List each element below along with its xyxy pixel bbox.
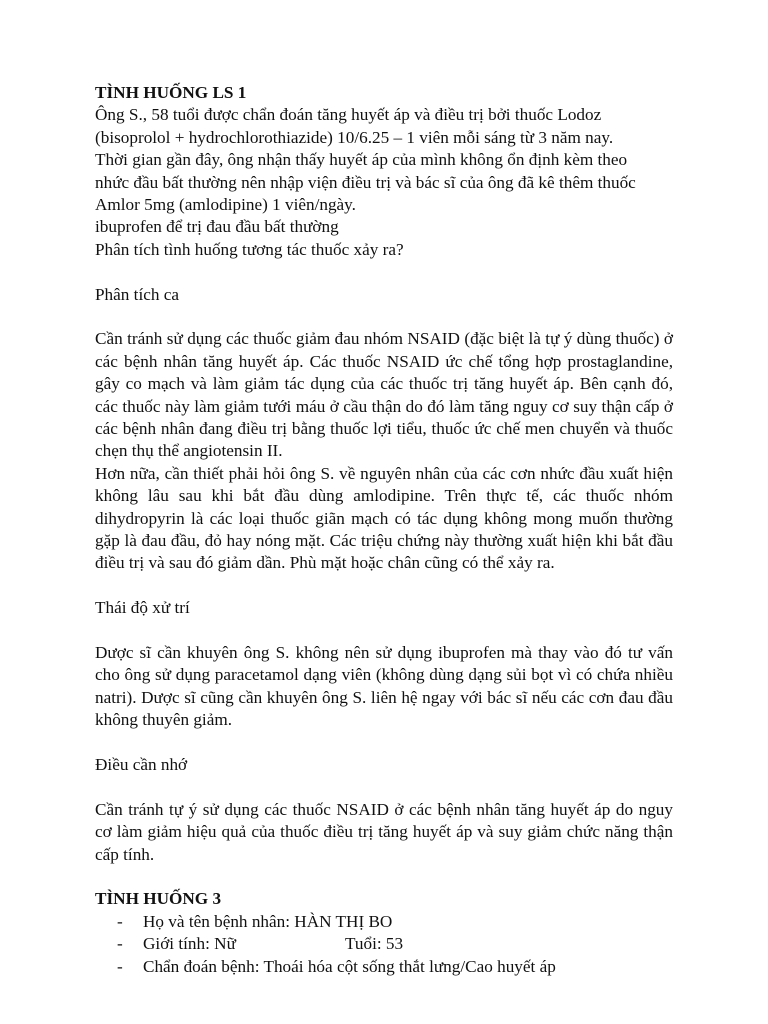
list-item: [95, 911, 673, 933]
patient-name: Họ và tên bệnh nhân: HÀN THỊ BO: [143, 911, 393, 931]
case1-intro-line-3: Thời gian gần đây, ông nhận thấy huyết áp của mình không ổn định kèm theo: [95, 150, 628, 170]
remember-paragraph: Cần tránh tự ý sử dụng các thuốc NSAID ở các bệnh nhân tăng huyết áp do nguy cơ làm giảm hiệu quả của thuốc điều trị tăng huyết áp và suy giảm chức năng thận cấp tính.: [95, 799, 673, 864]
case1-intro-line-4: nhức đầu bất thường nên nhập viện điều trị và bác sĩ của ông đã kê thêm thuốc: [95, 172, 636, 192]
list-item: [95, 956, 673, 978]
case1-intro-line-5: Amlor 5mg (amlodipine) 1 viên/ngày.: [95, 194, 356, 214]
management-paragraph: Dược sĩ cần khuyên ông S. không nên sử dụng ibuprofen mà thay vào đó tư vấn cho ông sử dụng paracetamol dạng viên (không dùng dạng sủi bọt vì có chứa nhiều natri). Dược sĩ cũng cần khuyên ông S. liên hệ ngay với bác sĩ nếu các cơn đau đầu không thuyên giảm.: [95, 642, 673, 730]
case1-intro-line-1: Ông S., 58 tuổi được chẩn đoán tăng huyết áp và điều trị bởi thuốc Lodoz: [95, 105, 602, 125]
case3-title: TÌNH HUỐNG 3: [95, 889, 222, 909]
analysis-paragraph-1: Cần tránh sử dụng các thuốc giảm đau nhóm NSAID (đặc biệt là tự ý dùng thuốc) ở các bệnh nhân tăng huyết áp. Các thuốc NSAID ức chế tổng hợp prostaglandine, gây co mạch và làm giảm tác dụng của các thuốc trị tăng huyết áp. Bên cạnh đó, các thuốc này làm giảm tưới máu ở cầu thận do đó làm tăng nguy cơ suy thận cấp ở các bệnh nhân đang điều trị bằng thuốc lợi tiểu, thuốc ức chế men chuyển và thuốc chẹn thụ thể angiotensin II.: [95, 329, 673, 461]
case1-intro-line-2: (bisoprolol + hydrochlorothiazide) 10/6.25 – 1 viên mỗi sáng từ 3 năm nay.: [95, 127, 614, 147]
list-dash: -: [117, 956, 123, 976]
list-dash: -: [117, 934, 123, 954]
list-item: [95, 933, 673, 955]
case1-intro-line-6: ibuprofen để trị đau đầu bất thường: [95, 217, 339, 237]
case1-title: TÌNH HUỐNG LS 1: [95, 83, 247, 102]
case1-question: Phân tích tình huống tương tác thuốc xảy ra?: [95, 239, 404, 259]
patient-age: Tuổi: 53: [345, 934, 404, 954]
patient-gender: Giới tính: Nữ: [143, 934, 236, 954]
list-dash: -: [117, 911, 123, 931]
analysis-paragraph-2: Hơn nữa, cần thiết phải hỏi ông S. về nguyên nhân của các cơn nhức đầu xuất hiện không lâu sau khi bắt đầu dùng amlodipine. Trên thực tế, các thuốc nhóm dihydropyrin là các loại thuốc giãn mạch có tác dụng không mong muốn thường gặp là đau đầu, đỏ hay nóng mặt. Các triệu chứng này thường xuất hiện khi bắt đầu điều trị và sau đó giảm dần. Phù mặt hoặc chân cũng có thể xảy ra.: [95, 463, 673, 573]
management-heading: Thái độ xử trí: [95, 598, 190, 618]
patient-diagnosis: Chẩn đoán bệnh: Thoái hóa cột sống thắt lưng/Cao huyết áp: [143, 956, 556, 976]
case3-patient-info-list: [95, 911, 673, 978]
remember-heading: Điều cần nhớ: [95, 754, 188, 774]
analysis-heading: Phân tích ca: [95, 284, 179, 304]
